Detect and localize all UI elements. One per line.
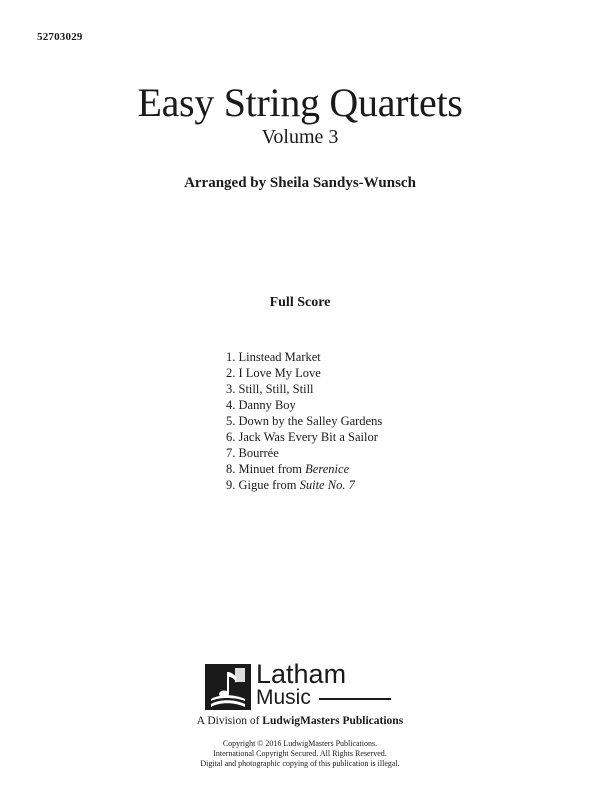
item-number: 9. xyxy=(226,478,236,492)
list-item xyxy=(226,413,382,429)
list-item xyxy=(226,381,382,397)
item-title: Jack Was Every Bit a Sailor xyxy=(238,430,378,444)
music-notes-icon xyxy=(205,664,251,710)
publisher-logo xyxy=(205,659,395,714)
item-title: Still, Still, Still xyxy=(238,382,314,396)
logo-rule xyxy=(319,698,391,700)
publisher-logo-sub: Music xyxy=(256,686,311,709)
volume-subtitle: Volume 3 xyxy=(261,126,339,148)
item-number: 8. xyxy=(226,462,236,476)
publisher-logo-name: Latham xyxy=(256,659,347,689)
arranger-credit: Arranged by Sheila Sandys-Wunsch xyxy=(184,175,416,191)
score-type: Full Score xyxy=(269,295,331,310)
item-title: Gigue from xyxy=(238,478,297,492)
publisher-division xyxy=(0,715,600,727)
title-block xyxy=(0,80,600,148)
item-number: 6. xyxy=(226,430,236,444)
item-number: 7. xyxy=(226,446,236,460)
division-name: LudwigMasters Publications xyxy=(262,715,404,727)
item-title: Linstead Market xyxy=(238,350,321,364)
list-item xyxy=(226,477,382,493)
list-item xyxy=(226,445,382,461)
item-work-title: Berenice xyxy=(305,462,350,476)
item-work-title: Suite No. 7 xyxy=(299,478,355,492)
item-number: 4. xyxy=(226,398,236,412)
list-item xyxy=(226,397,382,413)
list-item xyxy=(226,349,382,365)
list-item xyxy=(226,461,382,477)
list-item xyxy=(226,365,382,381)
item-title: Bourrée xyxy=(238,446,279,460)
page-title: Easy String Quartets xyxy=(137,80,463,125)
list-item xyxy=(226,429,382,445)
item-number: 5. xyxy=(226,414,236,428)
item-title: Minuet from xyxy=(238,462,303,476)
catalog-number: 52703029 xyxy=(37,31,83,43)
item-number: 3. xyxy=(226,382,236,396)
item-number: 2. xyxy=(226,366,236,380)
contents-list xyxy=(226,349,382,493)
copyright-line: Copyright © 2016 LudwigMasters Publications. xyxy=(222,739,378,748)
item-number: 1. xyxy=(226,350,236,364)
copyright-line: Digital and photographic copying of this publication is illegal. xyxy=(200,759,400,768)
division-prefix: A Division of xyxy=(196,715,260,727)
copyright-line: International Copyright Secured. All Rights Reserved. xyxy=(213,749,387,758)
item-title: I Love My Love xyxy=(238,366,321,380)
copyright-notice xyxy=(0,739,600,769)
item-title: Down by the Salley Gardens xyxy=(238,414,383,428)
item-title: Danny Boy xyxy=(238,398,296,412)
